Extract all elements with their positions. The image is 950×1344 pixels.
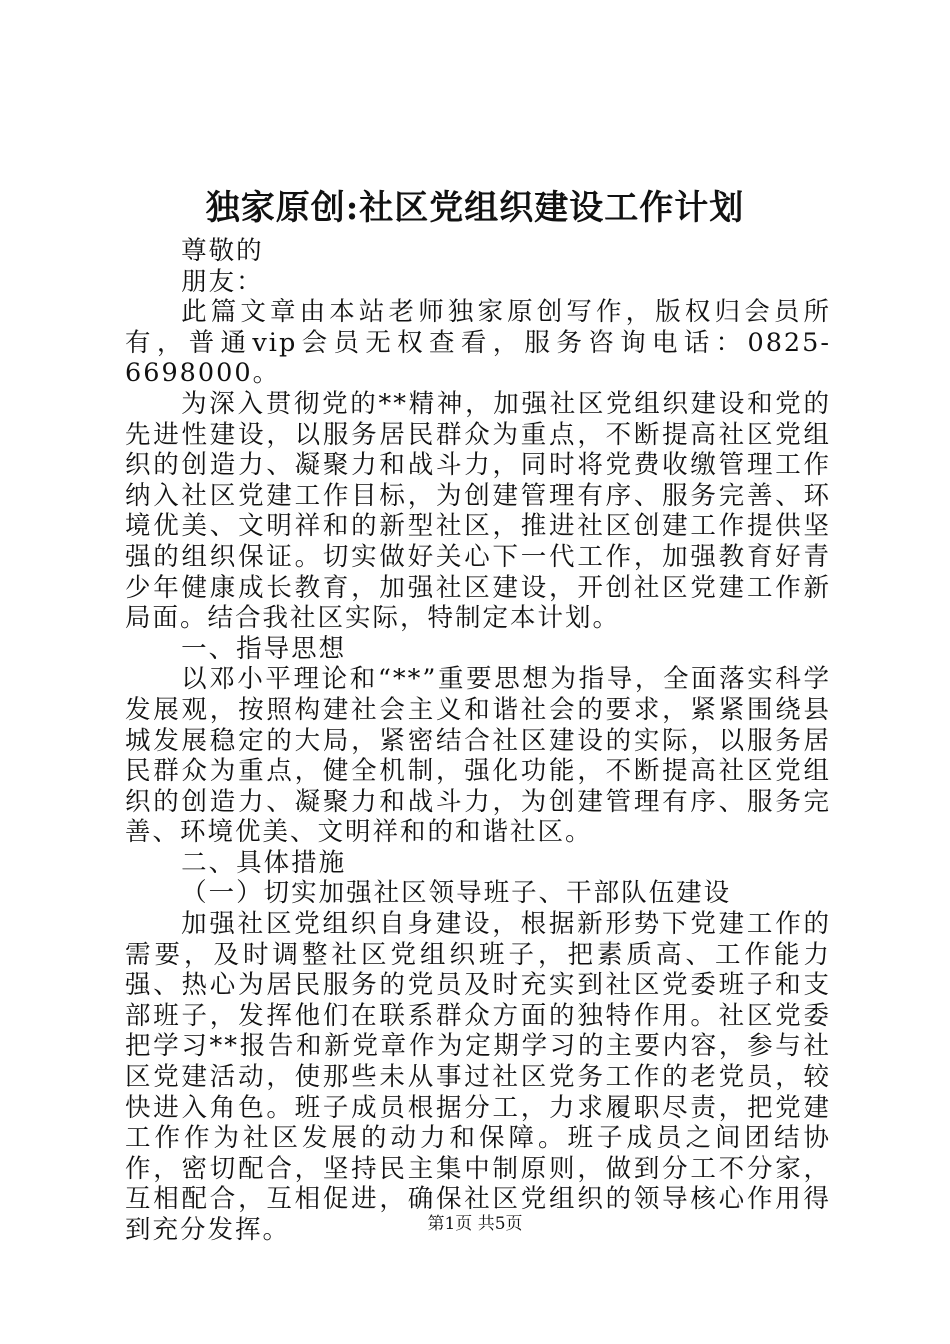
document-title: 独家原创:社区党组织建设工作计划 bbox=[205, 188, 745, 228]
copyright-notice-paragraph: 此篇文章由本站老师独家原创写作，版权归会员所有，普通vip会员无权查看，服务咨询电话：0825-6698000。 bbox=[125, 297, 831, 389]
document-body bbox=[125, 236, 831, 1246]
subsection-heading-leadership: （一）切实加强社区领导班子、干部队伍建设 bbox=[181, 878, 732, 909]
leadership-paragraph: 加强社区党组织自身建设，根据新形势下党建工作的需要，及时调整社区党组织班子，把素质高、工作能力强、热心为居民服务的党员及时充实到社区党委班子和支部班子，发挥他们在联系群众方面的独特作用。社区党委把学习**报告和新党章作为定期学习的主要内容，参与社区党建活动，使那些未从事过社区党务工作的老党员，较快进入角色。班子成员根据分工，力求履职尽责，把党建工作作为社区发展的动力和保障。班子成员之间团结协作，密切配合，坚持民主集中制原则，做到分工不分家，互相配合，互相促进，确保社区党组织的领导核心作用得到充分发挥。 bbox=[125, 909, 831, 1245]
salutation-line-2: 朋友： bbox=[181, 266, 264, 297]
section-heading-guiding-thought: 一、指导思想 bbox=[181, 633, 347, 664]
page-footer: 第1页 共5页 bbox=[427, 1214, 523, 1234]
guiding-thought-paragraph: 以邓小平理论和“**”重要思想为指导，全面落实科学发展观，按照构建社会主义和谐社会的要求，紧紧围绕县城发展稳定的大局，紧密结合社区建设的实际，以服务居民群众为重点，健全机制，强化功能，不断提高社区党组织的创造力、凝聚力和战斗力，为创建管理有序、服务完善、环境优美、文明祥和的和谐社区。 bbox=[125, 664, 831, 848]
section-heading-measures: 二、具体措施 bbox=[181, 847, 347, 878]
intro-paragraph: 为深入贯彻党的**精神，加强社区党组织建设和党的先进性建设，以服务居民群众为重点，不断提高社区党组织的创造力、凝聚力和战斗力，同时将党费收缴管理工作纳入社区党建工作目标，为创建管理有序、服务完善、环境优美、文明祥和的新型社区，推进社区创建工作提供坚强的组织保证。切实做好关心下一代工作，加强教育好青少年健康成长教育，加强社区建设，开创社区党建工作新局面。结合我社区实际，特制定本计划。 bbox=[125, 388, 831, 634]
salutation-line-1: 尊敬的 bbox=[181, 236, 264, 266]
